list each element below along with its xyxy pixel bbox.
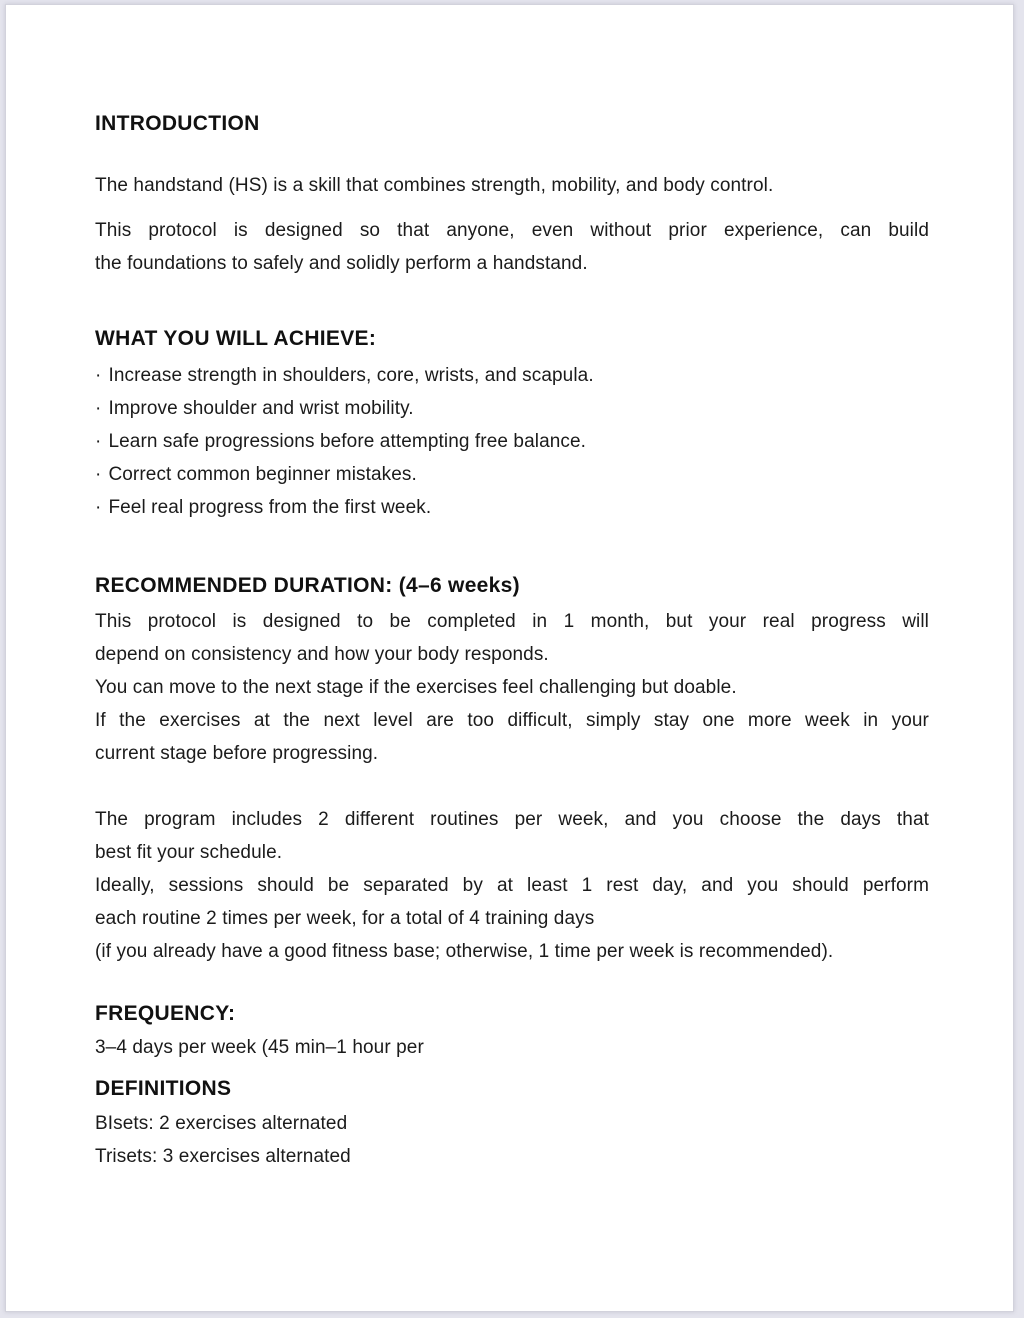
definitions-list [95,1107,929,1173]
bullet-text: Learn safe progressions before attempting free balance. [108,431,587,452]
list-item [95,359,929,392]
bullet-dot: · [95,431,102,452]
duration-paragraph-1 [95,605,929,770]
paragraph-line: This protocol is designed so that anyone, even without prior experience, can build [95,220,929,241]
bullet-text: Correct common beginner mistakes. [108,464,417,485]
paragraph-line: If the exercises at the next level are too difficult, simply stay one more week in your [95,710,929,731]
document-content [6,5,1013,1173]
bullet-dot: · [95,398,102,419]
bullet-dot: · [95,497,102,518]
introduction-heading: INTRODUCTION [95,112,260,135]
paragraph-line: depend on consistency and how your body responds. [95,644,549,665]
bullet-text: Increase strength in shoulders, core, wrists, and scapula. [108,365,594,386]
definition-item: BIsets: 2 exercises alternated [95,1113,348,1134]
frequency-line: 3–4 days per week (45 min–1 hour per [95,1037,424,1058]
paragraph-line: The program includes 2 different routines per week, and you choose the days that [95,809,929,830]
list-item [95,491,929,524]
paragraph-line: current stage before progressing. [95,743,379,764]
achieve-heading: WHAT YOU WILL ACHIEVE: [95,327,377,350]
paragraph-line: each routine 2 times per week, for a total of 4 training days [95,908,595,929]
paragraph-line: Ideally, sessions should be separated by at least 1 rest day, and you should perform [95,875,929,896]
achieve-bullet-list [95,359,929,524]
intro-paragraph-1: The handstand (HS) is a skill that combines strength, mobility, and body control. [95,175,774,196]
document-page [5,4,1014,1312]
list-item [95,458,929,491]
paragraph-line: best fit your schedule. [95,842,283,863]
list-item [95,425,929,458]
bullet-dot: · [95,464,102,485]
paragraph-line: This protocol is designed to be completed in 1 month, but your real progress will [95,611,929,632]
duration-paragraph-2 [95,803,929,968]
bullet-dot: · [95,365,102,386]
list-item [95,392,929,425]
paragraph-line: (if you already have a good fitness base; otherwise, 1 time per week is recommended). [95,941,834,962]
definition-item: Trisets: 3 exercises alternated [95,1146,351,1167]
bullet-text: Feel real progress from the first week. [108,497,432,518]
bullet-text: Improve shoulder and wrist mobility. [108,398,414,419]
definitions-heading: DEFINITIONS [95,1077,232,1100]
paragraph-line: You can move to the next stage if the exercises feel challenging but doable. [95,677,737,698]
frequency-heading: FREQUENCY: [95,1002,236,1025]
duration-heading: RECOMMENDED DURATION: (4–6 weeks) [95,574,520,597]
intro-paragraph-2 [95,214,929,280]
paragraph-line: the foundations to safely and solidly perform a handstand. [95,253,588,274]
